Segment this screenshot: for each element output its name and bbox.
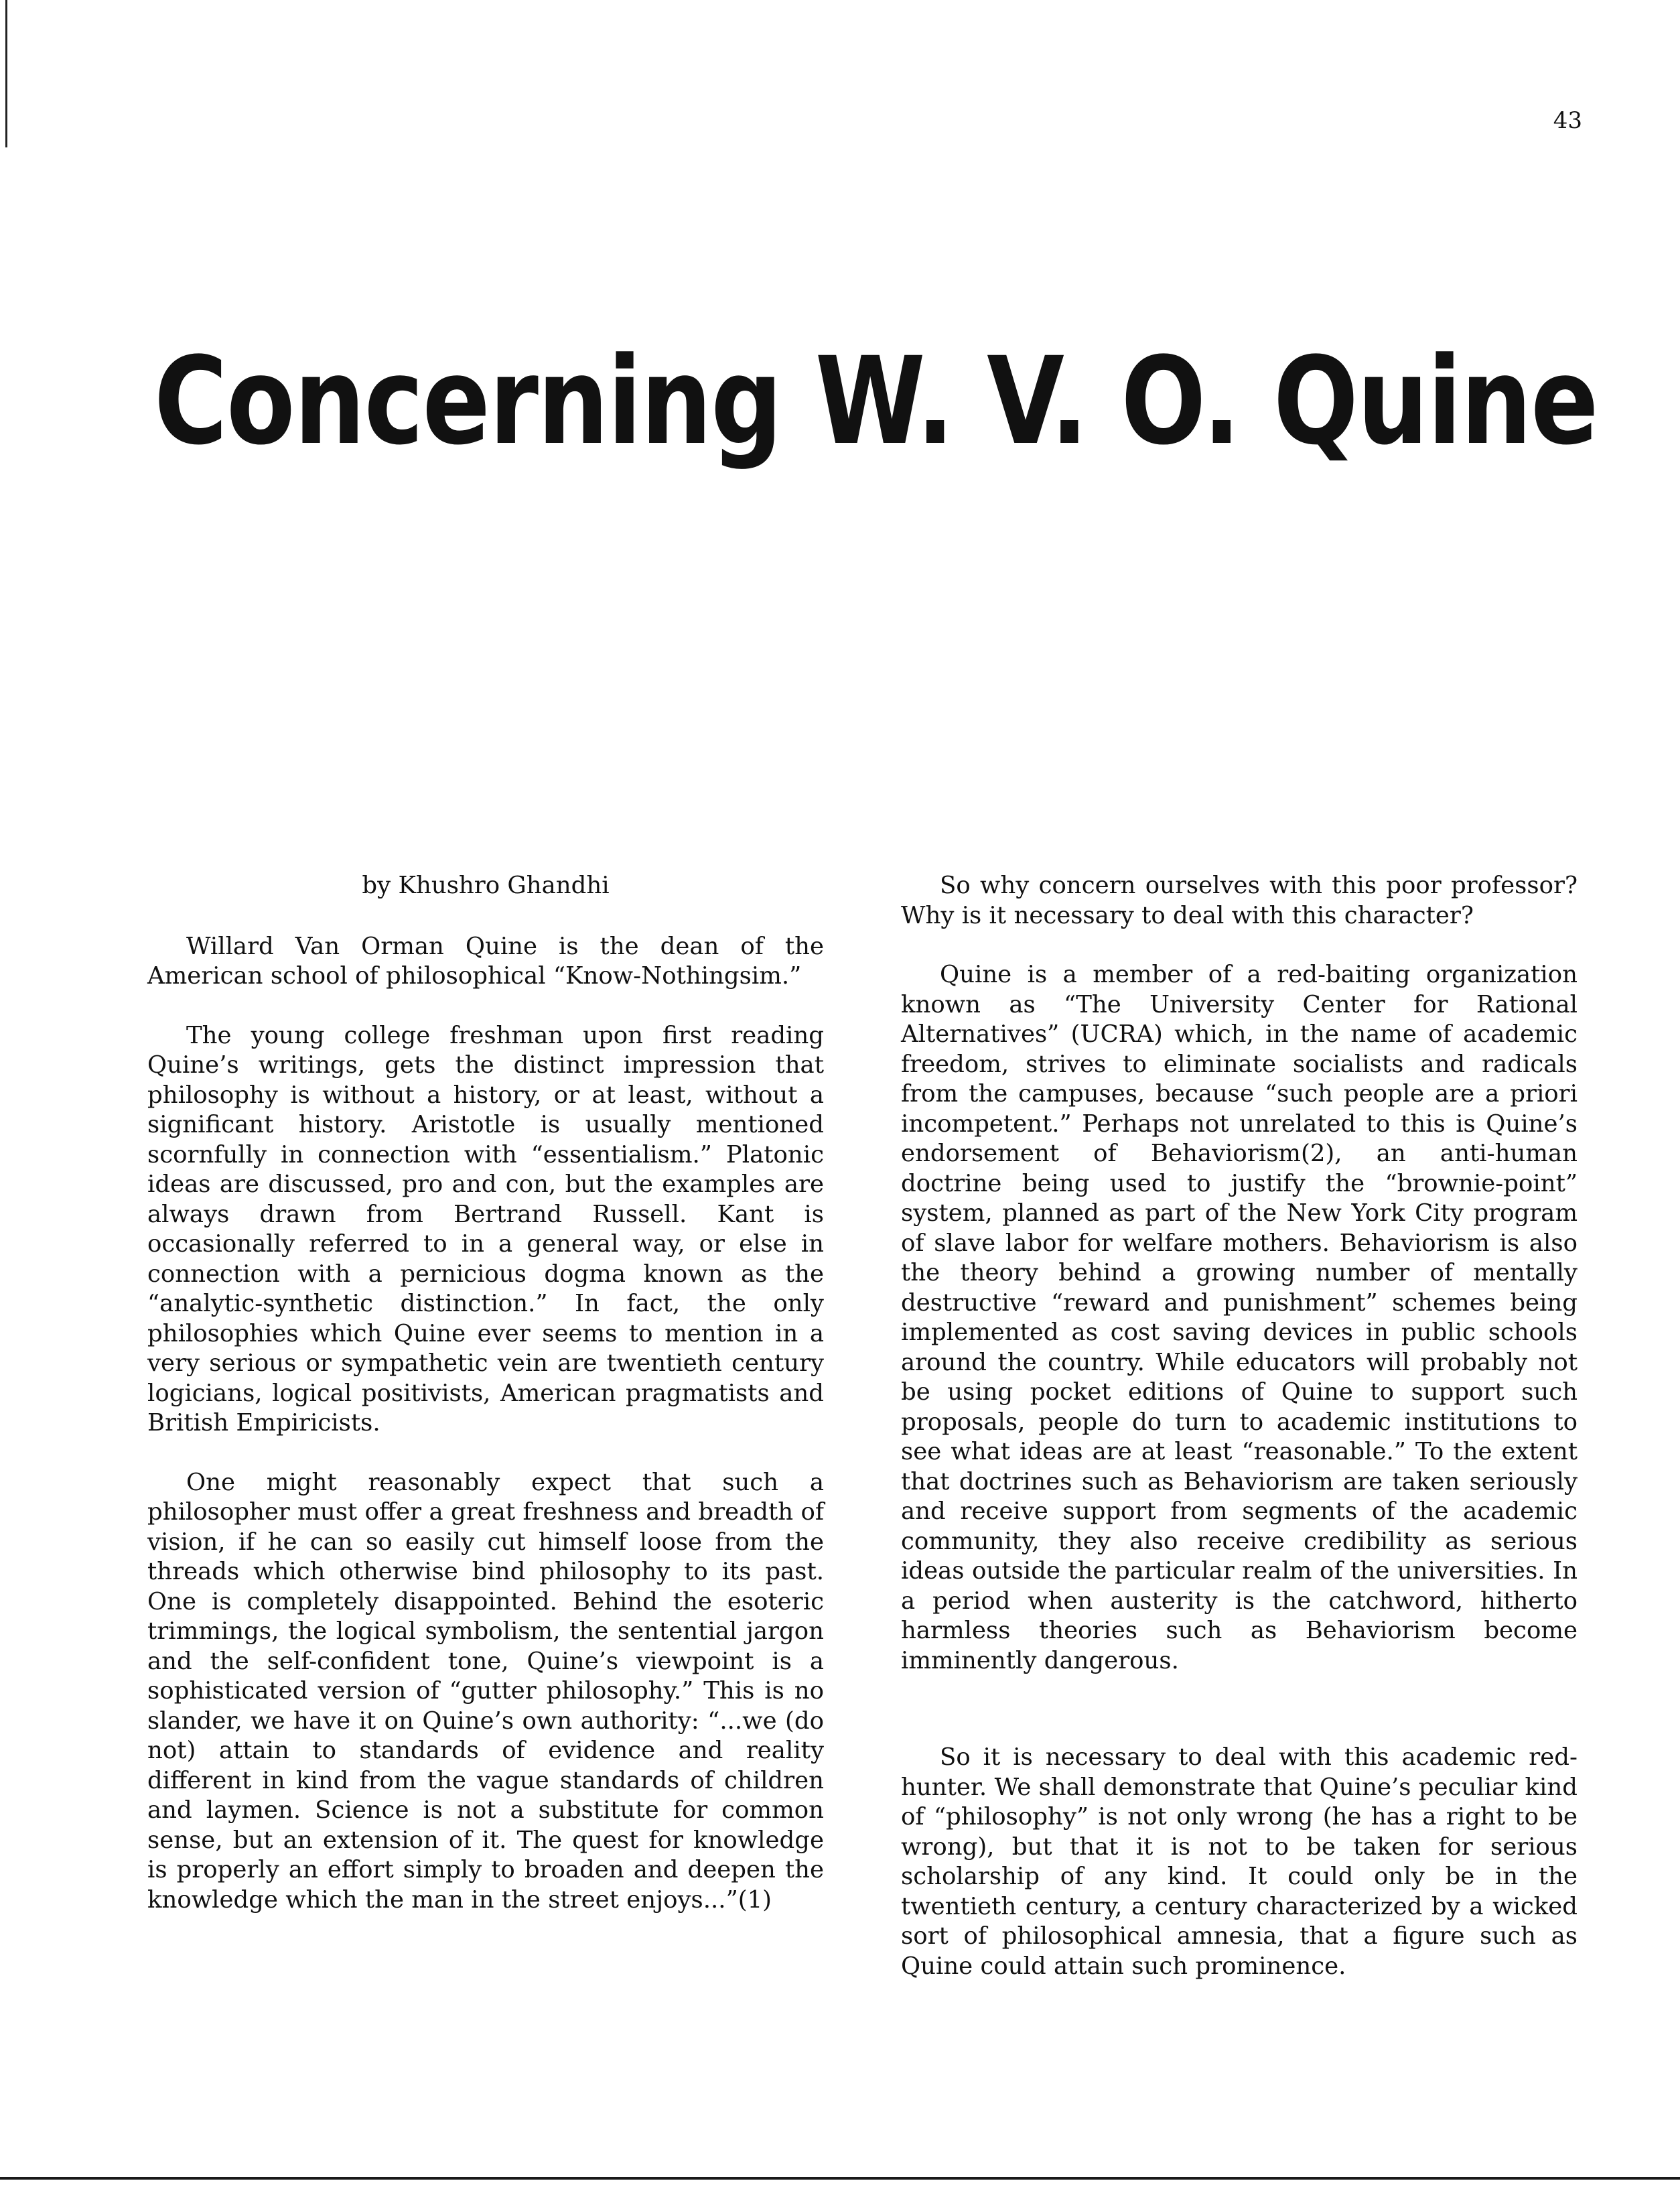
scan-edge-bottom xyxy=(0,2177,1680,2180)
paragraph: One might reasonably expect that such a philosopher must offer a great freshness and breadth of vision, if he can so easily cut himself loose from the threads which otherwise bind philosophy to its past. One is completely disappointed. Behind the esoteric trimmings, the logical symbolism, the sentential jargon and the self-confident tone, Quine’s viewpoint is a sophisticated version of “gutter philosophy.” This is no slander, we have it on Quine’s own authority: “...we (do not) attain to standards of evidence and reality different in kind from the vague standards of children and laymen. Science is not a substitute for common sense, but an extension of it. The quest for knowledge is properly an effort simply to broaden and deepen the knowledge which the man in the street enjoys...”(1) xyxy=(147,1468,824,1914)
article-title: Concerning W. V. O. Quine xyxy=(154,332,1598,472)
paragraph: Quine is a member of a red-baiting organization known as “The University Center for Rational Alternatives” (UCRA) which, in the name of academic freedom, strives to eliminate socialists and radicals from the campuses, because “such people are a priori incompetent.” Perhaps not unrelated to this is Quine’s endorsement of Behaviorism(2), an anti-human doctrine being used to justify the “brownie-point” system, planned as part of the New York City program of slave labor for welfare mothers. Behaviorism is also the theory behind a growing number of mentally destructive “reward and punishment” schemes being implemented as cost saving devices in public schools around the country. While educators will probably not be using pocket editions of Quine to support such proposals, people do turn to academic institutions to see what ideas are at least “reasonable.” To the extent that doctrines such as Behaviorism are taken seriously and receive support from segments of the academic community, they also receive credibility as serious ideas outside the particular realm of the universities. In a period when austerity is the catchword, hitherto harmless theories such as Behaviorism become imminently dangerous. xyxy=(901,961,1578,1674)
paragraph: So it is necessary to deal with this academic red-hunter. We shall demonstrate that Quine’s peculiar kind of “philosophy” is not only wrong (he has a right to be wrong), but that it is not to be taken for serious scholarship of any kind. It could only be in the twentieth century, a century characterized by a wicked sort of philosophical amnesia, that a figure such as Quine could attain such prominence. xyxy=(901,1743,1578,1980)
byline: by Khushro Ghandhi xyxy=(362,872,610,899)
scan-edge-left xyxy=(5,0,7,147)
paragraph: So why concern ourselves with this poor professor? Why is it necessary to deal with this character? xyxy=(901,872,1578,929)
paragraph: The young college freshman upon first reading Quine’s writings, gets the distinct impression that philosophy is without a history, or at least, without a significant history. Aristotle is usually mentioned scornfully in connection with “essentialism.” Platonic ideas are discussed, pro and con, but the examples are always drawn from Bertrand Russell. Kant is occasionally referred to in a general way, or else in connection with a pernicious dogma known as the “analytic-synthetic distinction.” In fact, the only philosophies which Quine ever seems to mention in a very serious or sympathetic vein are twentieth century logicians, logical positivists, American pragmatists and British Empiricists. xyxy=(147,1021,824,1437)
paragraph: Willard Van Orman Quine is the dean of the American school of philosophical “Know-Nothingsim.” xyxy=(147,932,824,990)
right-column xyxy=(901,871,1578,1981)
left-column xyxy=(147,871,824,1915)
page-number: 43 xyxy=(1553,107,1582,134)
